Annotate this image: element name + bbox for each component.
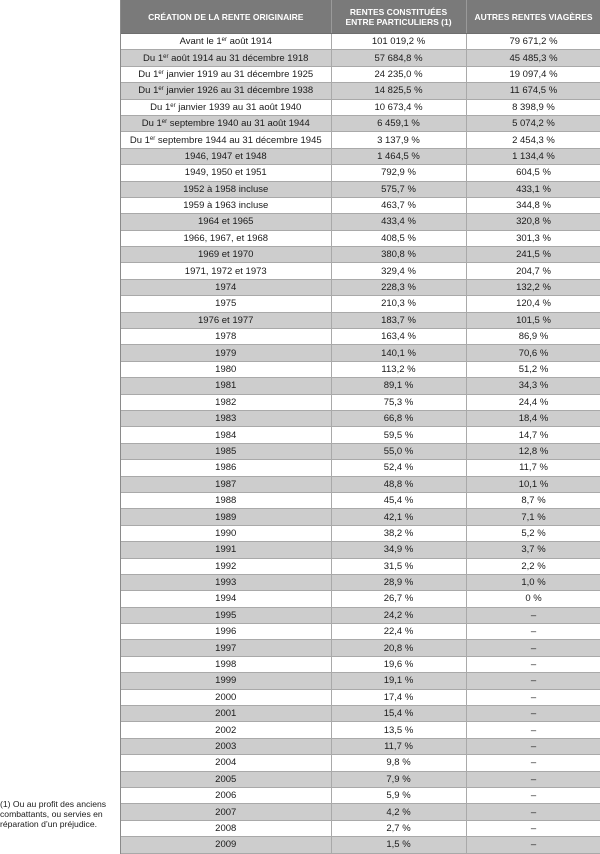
row-period-label: 2006 — [121, 787, 331, 803]
row-other-annuity-rate: 0 % — [466, 591, 600, 607]
row-private-annuity-rate: 14 825,5 % — [331, 83, 466, 99]
row-period-label: 1975 — [121, 296, 331, 312]
row-private-annuity-rate: 66,8 % — [331, 410, 466, 426]
row-period-label: 1952 à 1958 incluse — [121, 181, 331, 197]
row-other-annuity-rate: 5,2 % — [466, 525, 600, 541]
row-other-annuity-rate: 19 097,4 % — [466, 66, 600, 82]
table-row — [121, 115, 600, 131]
row-private-annuity-rate: 45,4 % — [331, 492, 466, 508]
table-row — [121, 525, 600, 541]
row-other-annuity-rate: 120,4 % — [466, 296, 600, 312]
row-period-label: 1998 — [121, 656, 331, 672]
row-other-annuity-rate: 301,3 % — [466, 230, 600, 246]
row-period-label: 1964 et 1965 — [121, 214, 331, 230]
rates-table — [121, 0, 600, 854]
row-period-label: 1982 — [121, 394, 331, 410]
row-other-annuity-rate: 18,4 % — [466, 410, 600, 426]
row-other-annuity-rate: 2 454,3 % — [466, 132, 600, 148]
table-row — [121, 837, 600, 853]
row-private-annuity-rate: 1 464,5 % — [331, 148, 466, 164]
row-period-label: 1978 — [121, 329, 331, 345]
row-period-label: 1990 — [121, 525, 331, 541]
row-period-label: 1987 — [121, 476, 331, 492]
row-other-annuity-rate: 101,5 % — [466, 312, 600, 328]
table-row — [121, 542, 600, 558]
table-row — [121, 574, 600, 590]
header-private-annuities: RENTES CONSTITUÉES ENTRE PARTICULIERS (1) — [331, 0, 466, 34]
row-other-annuity-rate: 3,7 % — [466, 542, 600, 558]
row-private-annuity-rate: 1,5 % — [331, 837, 466, 853]
table-row — [121, 66, 600, 82]
table-row — [121, 492, 600, 508]
row-other-annuity-rate: 86,9 % — [466, 329, 600, 345]
row-private-annuity-rate: 7,9 % — [331, 771, 466, 787]
table-row — [121, 673, 600, 689]
table-row — [121, 165, 600, 181]
row-private-annuity-rate: 31,5 % — [331, 558, 466, 574]
row-period-label: 1986 — [121, 460, 331, 476]
table-header — [121, 0, 600, 34]
row-other-annuity-rate: 10,1 % — [466, 476, 600, 492]
table-row — [121, 820, 600, 836]
row-private-annuity-rate: 210,3 % — [331, 296, 466, 312]
row-private-annuity-rate: 163,4 % — [331, 329, 466, 345]
row-other-annuity-rate: – — [466, 624, 600, 640]
table-row — [121, 509, 600, 525]
row-private-annuity-rate: 463,7 % — [331, 197, 466, 213]
row-private-annuity-rate: 6 459,1 % — [331, 115, 466, 131]
table-row — [121, 279, 600, 295]
row-other-annuity-rate: 344,8 % — [466, 197, 600, 213]
row-private-annuity-rate: 42,1 % — [331, 509, 466, 525]
row-period-label: 1983 — [121, 410, 331, 426]
row-other-annuity-rate: – — [466, 722, 600, 738]
row-period-label: 1984 — [121, 427, 331, 443]
table-row — [121, 214, 600, 230]
row-period-label: 1989 — [121, 509, 331, 525]
row-private-annuity-rate: 10 673,4 % — [331, 99, 466, 115]
table-row — [121, 181, 600, 197]
table-row — [121, 640, 600, 656]
footnote: (1) Ou au profit des anciens combattants, ou servies en réparation d’un préjudice. — [0, 799, 107, 830]
row-private-annuity-rate: 22,4 % — [331, 624, 466, 640]
row-other-annuity-rate: – — [466, 820, 600, 836]
row-other-annuity-rate: – — [466, 689, 600, 705]
row-private-annuity-rate: 28,9 % — [331, 574, 466, 590]
table-row — [121, 738, 600, 754]
row-private-annuity-rate: 20,8 % — [331, 640, 466, 656]
row-other-annuity-rate: 51,2 % — [466, 361, 600, 377]
row-period-label: 2008 — [121, 820, 331, 836]
row-period-label: 1981 — [121, 378, 331, 394]
row-other-annuity-rate: 8 398,9 % — [466, 99, 600, 115]
row-other-annuity-rate: 204,7 % — [466, 263, 600, 279]
row-other-annuity-rate: 241,5 % — [466, 247, 600, 263]
row-other-annuity-rate: 433,1 % — [466, 181, 600, 197]
row-period-label: 2004 — [121, 755, 331, 771]
table-row — [121, 624, 600, 640]
row-period-label: 1993 — [121, 574, 331, 590]
row-period-label: 1995 — [121, 607, 331, 623]
row-private-annuity-rate: 408,5 % — [331, 230, 466, 246]
table-row — [121, 443, 600, 459]
row-other-annuity-rate: 11,7 % — [466, 460, 600, 476]
row-period-label: 1980 — [121, 361, 331, 377]
row-other-annuity-rate: – — [466, 738, 600, 754]
row-period-label: Du 1er septembre 1944 au 31 décembre 1945 — [121, 132, 331, 148]
row-period-label: Avant le 1er août 1914 — [121, 34, 331, 50]
row-period-label: 1966, 1967, et 1968 — [121, 230, 331, 246]
row-period-label: 1988 — [121, 492, 331, 508]
row-period-label: 1976 et 1977 — [121, 312, 331, 328]
row-private-annuity-rate: 48,8 % — [331, 476, 466, 492]
row-private-annuity-rate: 113,2 % — [331, 361, 466, 377]
table-row — [121, 460, 600, 476]
row-private-annuity-rate: 140,1 % — [331, 345, 466, 361]
row-private-annuity-rate: 75,3 % — [331, 394, 466, 410]
row-other-annuity-rate: – — [466, 787, 600, 803]
table-row — [121, 427, 600, 443]
row-private-annuity-rate: 228,3 % — [331, 279, 466, 295]
row-other-annuity-rate: – — [466, 607, 600, 623]
row-period-label: 2002 — [121, 722, 331, 738]
table-row — [121, 34, 600, 50]
table-row — [121, 345, 600, 361]
row-private-annuity-rate: 57 684,8 % — [331, 50, 466, 66]
table-row — [121, 132, 600, 148]
row-period-label: 1959 à 1963 incluse — [121, 197, 331, 213]
row-period-label: Du 1er août 1914 au 31 décembre 1918 — [121, 50, 331, 66]
header-row — [121, 0, 600, 34]
row-private-annuity-rate: 55,0 % — [331, 443, 466, 459]
table-row — [121, 722, 600, 738]
row-private-annuity-rate: 15,4 % — [331, 706, 466, 722]
row-other-annuity-rate: 320,8 % — [466, 214, 600, 230]
table-row — [121, 656, 600, 672]
row-period-label: 1999 — [121, 673, 331, 689]
row-private-annuity-rate: 19,6 % — [331, 656, 466, 672]
table-row — [121, 296, 600, 312]
table-row — [121, 591, 600, 607]
row-private-annuity-rate: 24,2 % — [331, 607, 466, 623]
table-row — [121, 148, 600, 164]
row-private-annuity-rate: 17,4 % — [331, 689, 466, 705]
table-row — [121, 558, 600, 574]
table-row — [121, 247, 600, 263]
table-row — [121, 689, 600, 705]
row-private-annuity-rate: 38,2 % — [331, 525, 466, 541]
row-private-annuity-rate: 11,7 % — [331, 738, 466, 754]
row-period-label: 2001 — [121, 706, 331, 722]
row-other-annuity-rate: 1 134,4 % — [466, 148, 600, 164]
row-period-label: 1979 — [121, 345, 331, 361]
table-body — [121, 34, 600, 854]
row-private-annuity-rate: 19,1 % — [331, 673, 466, 689]
row-other-annuity-rate: 34,3 % — [466, 378, 600, 394]
row-private-annuity-rate: 101 019,2 % — [331, 34, 466, 50]
table-row — [121, 771, 600, 787]
row-other-annuity-rate: – — [466, 755, 600, 771]
row-other-annuity-rate: 132,2 % — [466, 279, 600, 295]
row-private-annuity-rate: 89,1 % — [331, 378, 466, 394]
table-row — [121, 329, 600, 345]
table-row — [121, 706, 600, 722]
row-private-annuity-rate: 26,7 % — [331, 591, 466, 607]
table-row — [121, 50, 600, 66]
row-other-annuity-rate: – — [466, 706, 600, 722]
row-private-annuity-rate: 3 137,9 % — [331, 132, 466, 148]
row-other-annuity-rate: – — [466, 673, 600, 689]
header-other-life-annuities: AUTRES RENTES VIAGÈRES — [466, 0, 600, 34]
row-other-annuity-rate: – — [466, 640, 600, 656]
row-period-label: 2009 — [121, 837, 331, 853]
row-period-label: 1949, 1950 et 1951 — [121, 165, 331, 181]
table-row — [121, 230, 600, 246]
row-other-annuity-rate: 79 671,2 % — [466, 34, 600, 50]
row-period-label: Du 1er janvier 1919 au 31 décembre 1925 — [121, 66, 331, 82]
row-period-label: 1992 — [121, 558, 331, 574]
row-private-annuity-rate: 329,4 % — [331, 263, 466, 279]
row-period-label: 1985 — [121, 443, 331, 459]
row-private-annuity-rate: 433,4 % — [331, 214, 466, 230]
row-other-annuity-rate: 12,8 % — [466, 443, 600, 459]
row-private-annuity-rate: 5,9 % — [331, 787, 466, 803]
row-other-annuity-rate: 7,1 % — [466, 509, 600, 525]
row-other-annuity-rate: 5 074,2 % — [466, 115, 600, 131]
row-private-annuity-rate: 13,5 % — [331, 722, 466, 738]
row-other-annuity-rate: 24,4 % — [466, 394, 600, 410]
table-row — [121, 83, 600, 99]
row-other-annuity-rate: – — [466, 804, 600, 820]
row-private-annuity-rate: 575,7 % — [331, 181, 466, 197]
table-row — [121, 755, 600, 771]
table-row — [121, 263, 600, 279]
table-row — [121, 361, 600, 377]
row-period-label: 1974 — [121, 279, 331, 295]
table-row — [121, 476, 600, 492]
row-private-annuity-rate: 4,2 % — [331, 804, 466, 820]
header-creation-date: CRÉATION DE LA RENTE ORIGINAIRE — [121, 0, 331, 34]
table-row — [121, 378, 600, 394]
table-row — [121, 312, 600, 328]
row-other-annuity-rate: 2,2 % — [466, 558, 600, 574]
row-other-annuity-rate: – — [466, 837, 600, 853]
row-other-annuity-rate: 8,7 % — [466, 492, 600, 508]
row-private-annuity-rate: 2,7 % — [331, 820, 466, 836]
row-period-label: 2003 — [121, 738, 331, 754]
row-other-annuity-rate: – — [466, 656, 600, 672]
table-row — [121, 804, 600, 820]
row-private-annuity-rate: 792,9 % — [331, 165, 466, 181]
row-period-label: Du 1er septembre 1940 au 31 août 1944 — [121, 115, 331, 131]
row-period-label: 1971, 1972 et 1973 — [121, 263, 331, 279]
row-period-label: 2007 — [121, 804, 331, 820]
row-private-annuity-rate: 9,8 % — [331, 755, 466, 771]
row-other-annuity-rate: 604,5 % — [466, 165, 600, 181]
row-other-annuity-rate: 45 485,3 % — [466, 50, 600, 66]
row-period-label: 2000 — [121, 689, 331, 705]
table-row — [121, 394, 600, 410]
row-private-annuity-rate: 24 235,0 % — [331, 66, 466, 82]
table-row — [121, 787, 600, 803]
row-other-annuity-rate: 11 674,5 % — [466, 83, 600, 99]
row-period-label: 1969 et 1970 — [121, 247, 331, 263]
row-other-annuity-rate: 1,0 % — [466, 574, 600, 590]
row-period-label: Du 1er janvier 1926 au 31 décembre 1938 — [121, 83, 331, 99]
row-private-annuity-rate: 59,5 % — [331, 427, 466, 443]
row-period-label: Du 1er janvier 1939 au 31 août 1940 — [121, 99, 331, 115]
rates-table-container — [120, 0, 600, 854]
table-row — [121, 607, 600, 623]
row-private-annuity-rate: 34,9 % — [331, 542, 466, 558]
row-other-annuity-rate: 70,6 % — [466, 345, 600, 361]
table-row — [121, 197, 600, 213]
row-period-label: 1997 — [121, 640, 331, 656]
row-other-annuity-rate: 14,7 % — [466, 427, 600, 443]
row-private-annuity-rate: 183,7 % — [331, 312, 466, 328]
row-private-annuity-rate: 380,8 % — [331, 247, 466, 263]
row-period-label: 1994 — [121, 591, 331, 607]
row-period-label: 1996 — [121, 624, 331, 640]
row-period-label: 2005 — [121, 771, 331, 787]
row-period-label: 1946, 1947 et 1948 — [121, 148, 331, 164]
row-other-annuity-rate: – — [466, 771, 600, 787]
row-private-annuity-rate: 52,4 % — [331, 460, 466, 476]
table-row — [121, 410, 600, 426]
row-period-label: 1991 — [121, 542, 331, 558]
table-row — [121, 99, 600, 115]
